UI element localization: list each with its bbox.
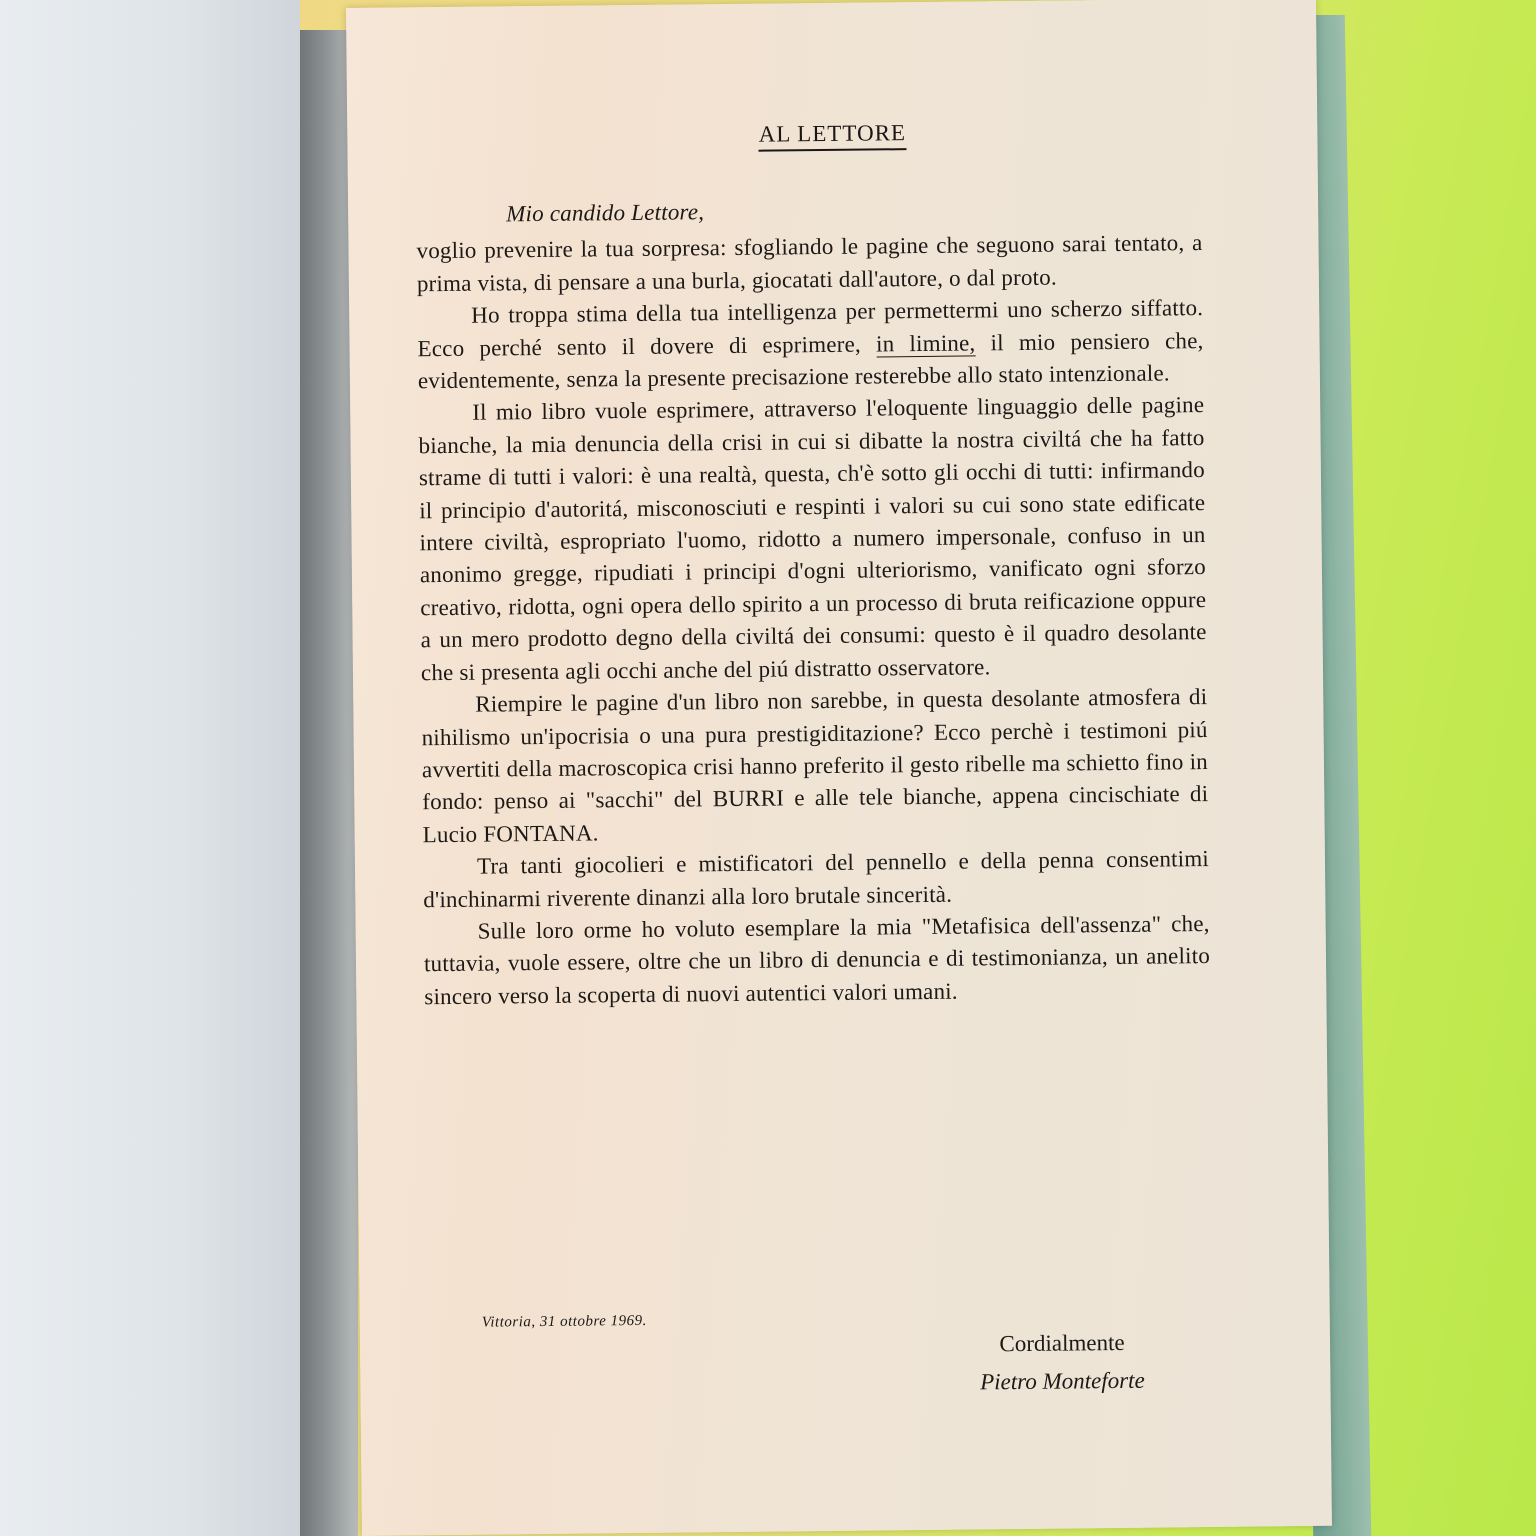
author-signature: Pietro Monteforte xyxy=(979,1367,1145,1395)
in-limine-underlined: in limine, xyxy=(875,330,976,357)
book-page xyxy=(346,0,1332,1536)
letter-body xyxy=(416,191,1210,1013)
left-page xyxy=(0,0,300,1536)
closing-block xyxy=(952,1323,1173,1401)
heading-text: AL LETTORE xyxy=(759,120,907,152)
closing-text: Cordialmente xyxy=(999,1329,1125,1357)
salutation: Mio candido Lettore, xyxy=(506,199,705,227)
paragraph-2-rest: il mio pensiero che, evidentemente, senza la presente precisazione resterebbe allo stato intenzionale. xyxy=(417,327,1204,394)
paragraph-1: voglio prevenire la tua sorpresa: sfogliando le pagine che seguono sarai tentato, a prima vista, di pensare a una burla, giocatati dall'autore, o dal proto. xyxy=(416,230,1203,297)
place-date: Vittoria, 31 ottobre 1969. xyxy=(481,1312,647,1331)
paragraph-4: Riempire le pagine d'un libro non sarebbe, in questa desolante atmosfera di nihilismo un'ipocrisia o una pura prestigiditazione? Ecco perchè i testimoni piú avvertiti della macroscopica crisi hanno preferito il gesto ribelle ma schietto fino in fondo: penso ai "sacchi" del BURRI e alle tele bianche, appena cincischiate di Lucio FONTANA. xyxy=(421,684,1209,847)
paragraph-3: Il mio libro vuole esprimere, attraverso l'eloquente linguaggio delle pagine bianche, la mia denuncia della crisi in cui si dibatte la nostra civiltá che ha fatto strame di tutti i valori: è una realtà, questa, ch'è sotto gli occhi di tutti: infirmando il principio d'autoritá, misconosciuti e respinti i valori su cui sono state edificate intere civiltà, espropriato l'uomo, ridotto a numero impersonale, confuso in un anonimo gregge, ripudiati i principi d'ogni ulteriorismo, vanificato ogni sforzo creativo, ridotta, ogni opera dello spirito a un processo di bruta reificazione oppure a un mero prodotto degno della civiltá dei consumi: questo è il quadro desolante che si presenta agli occhi anche del piú distratto osservatore. xyxy=(418,392,1207,685)
paragraph-5: Tra tanti giocolieri e mistificatori del pennello e della penna consentimi d'inchinarmi riverente dinanzi alla loro brutale sincerità. xyxy=(423,846,1210,912)
paragraph-6: Sulle loro orme ho voluto esemplare la mia "Metafisica dell'assenza" che, tuttavia, vuole essere, oltre che un libro di denuncia e di testimonianza, un anelito sincero verso la scoperta di nuovi autentici valori umani. xyxy=(423,910,1211,1009)
page-heading xyxy=(347,116,1317,152)
paragraph-2-lead: Ho troppa stima della tua intelligenza per permettermi uno scherzo siffatto. Ecco perché sento il dovere di esprimere, xyxy=(417,295,1204,361)
paragraph-2 xyxy=(417,292,1204,397)
